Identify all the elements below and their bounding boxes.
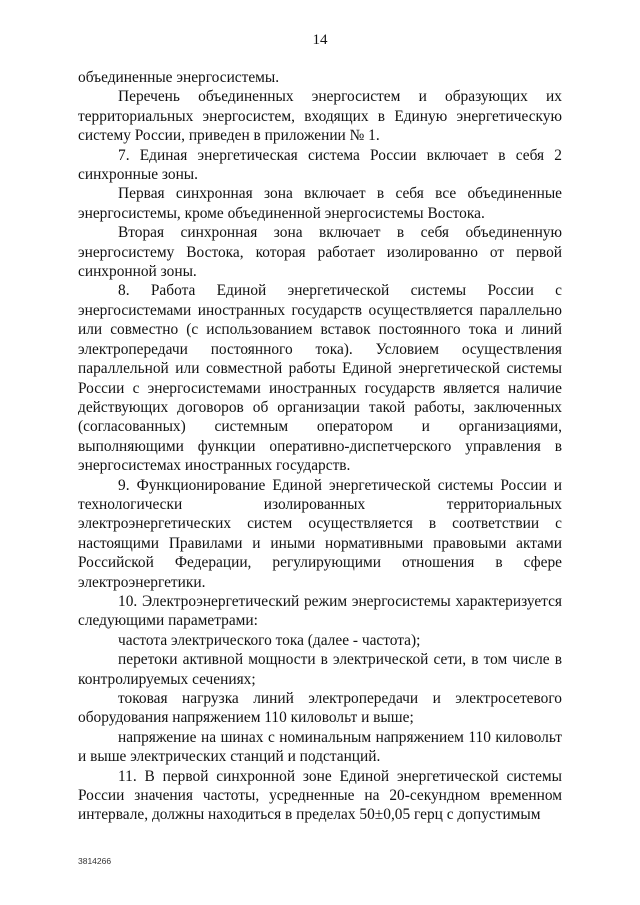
paragraph-item-9: 9. Функционирование Единой энергетической системы России и технологически изолированных территориальных электроэнергетических систем осуществляется в соответствии с настоящими Правилами и иными нормативными правовыми актами Российской Федерации, регулирующими отношения в сфере электроэнергетики. [78,476,562,591]
paragraph-param-current-load: токовая нагрузка линий электропередачи и электросетевого оборудования напряжением 110 киловольт и выше; [78,690,562,727]
page-number: 14 [312,32,328,48]
paragraph-second-zone: Вторая синхронная зона включает в себя объединенную энергосистему Востока, которая работает изолированно от первой синхронной зоны. [78,224,562,281]
paragraph-param-frequency: частота электрического тока (далее - частота); [118,631,421,649]
paragraph-param-power-flows: перетоки активной мощности в электрической сети, в том числе в контролируемых сечениях; [78,651,562,688]
paragraph-first-zone: Первая синхронная зона включает в себя все объединенные энергосистемы, кроме объединенной энергосистемы Востока. [78,185,562,222]
document-code: 3814266 [78,856,112,866]
paragraph-item-11: 11. В первой синхронной зоне Единой энергетической системы России значения частоты, усредненные на 20-секундном временном интервале, должны находиться в пределах 50±0,05 герц с допустимым [78,767,562,824]
paragraph-item-10: 10. Электроэнергетический режим энергосистемы характеризуется следующими параметрами: [78,592,562,630]
paragraph-item-7: 7. Единая энергетическая система России включает в себя 2 синхронные зоны. [78,146,562,184]
paragraph-item-8: 8. Работа Единой энергетической системы России с энергосистемами иностранных государств осуществляется параллельно или совместно (с использованием вставок постоянного тока и линий электропередачи постоянного тока). Условием осуществления параллельной или совместной работы Единой энергетической системы России с энергосистемами иностранных государств является наличие действующих договоров об организации такой работы, заключенных (согласованных) системным оператором и организациями, выполняющими функции оперативно-диспетчерского управления в энергосистемах иностранных государств. [78,282,562,475]
paragraph-oes-list: Перечень объединенных энергосистем и образующих их территориальных энергосистем, входящих в Единую энергетическую систему России, приведен в приложении № 1. [78,88,562,145]
document-body [78,68,562,825]
paragraph-continuation: объединенные энергосистемы. [78,69,280,86]
paragraph-param-voltage: напряжение на шинах с номинальным напряжением 110 киловольт и выше электрических станций и подстанций. [78,728,562,766]
